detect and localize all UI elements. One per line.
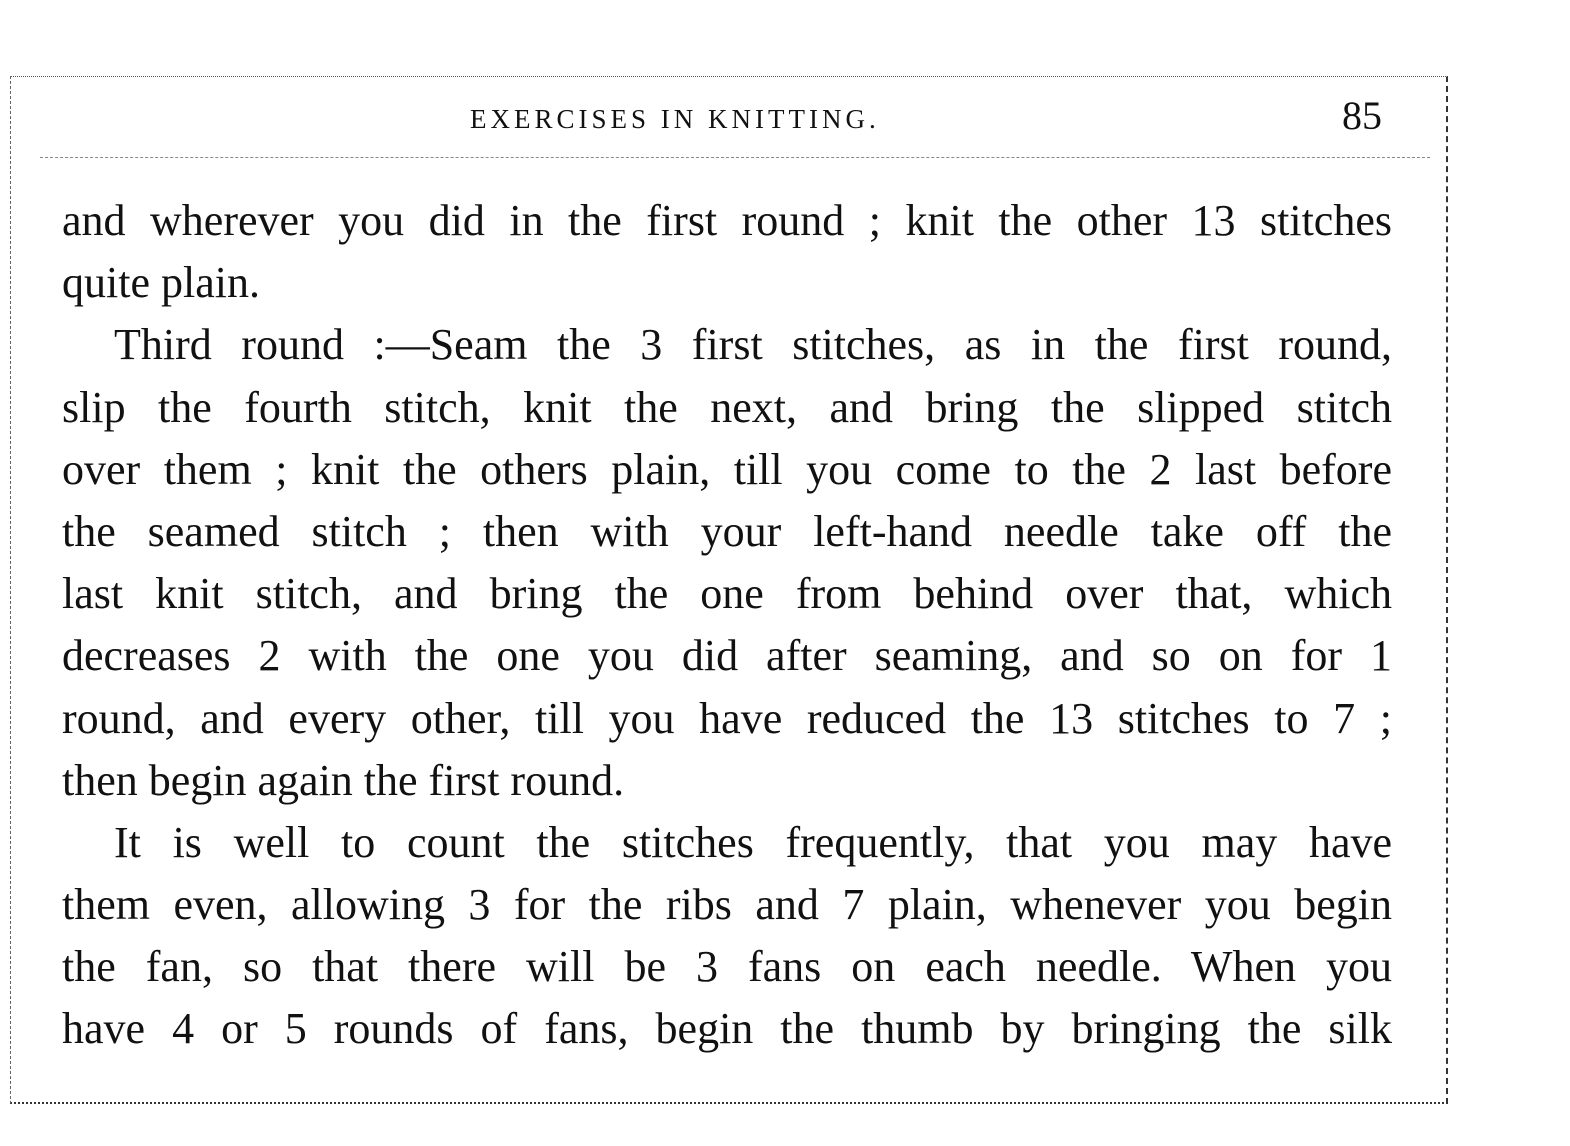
text-line: last knit stitch, and bring the one from behind over that, which bbox=[62, 569, 1392, 619]
text-line: It is well to count the stitches frequently, that you may have bbox=[114, 817, 1392, 867]
text-line: decreases 2 with the one you did after seaming, and so on for 1 bbox=[62, 631, 1392, 681]
text-line: the fan, so that there will be 3 fans on each needle. When you bbox=[62, 942, 1392, 992]
running-head bbox=[0, 93, 1570, 146]
running-title: EXERCISES IN KNITTING. bbox=[470, 104, 880, 134]
text-line: have 4 or 5 rounds of fans, begin the thumb by bringing the silk bbox=[62, 1004, 1392, 1054]
text-line: them even, allowing 3 for the ribs and 7 plain, whenever you begin bbox=[62, 880, 1392, 930]
text-line: the seamed stitch ; then with your left-hand needle take off the bbox=[62, 506, 1392, 556]
text-line: quite plain. bbox=[62, 258, 260, 308]
body-text bbox=[62, 190, 1392, 1061]
text-line: round, and every other, till you have reduced the 13 stitches to 7 ; bbox=[62, 693, 1392, 743]
text-line: over them ; knit the others plain, till you come to the 2 last before bbox=[62, 444, 1392, 494]
text-line: Third round :—Seam the 3 first stitches, as in the first round, bbox=[114, 320, 1392, 370]
text-line: and wherever you did in the first round ; knit the other 13 stitches bbox=[62, 196, 1392, 245]
header-rule bbox=[40, 157, 1430, 158]
text-line: slip the fourth stitch, knit the next, and bring the slipped stitch bbox=[62, 382, 1392, 432]
text-line: then begin again the first round. bbox=[62, 755, 625, 805]
page-number: 85 bbox=[1342, 93, 1382, 138]
